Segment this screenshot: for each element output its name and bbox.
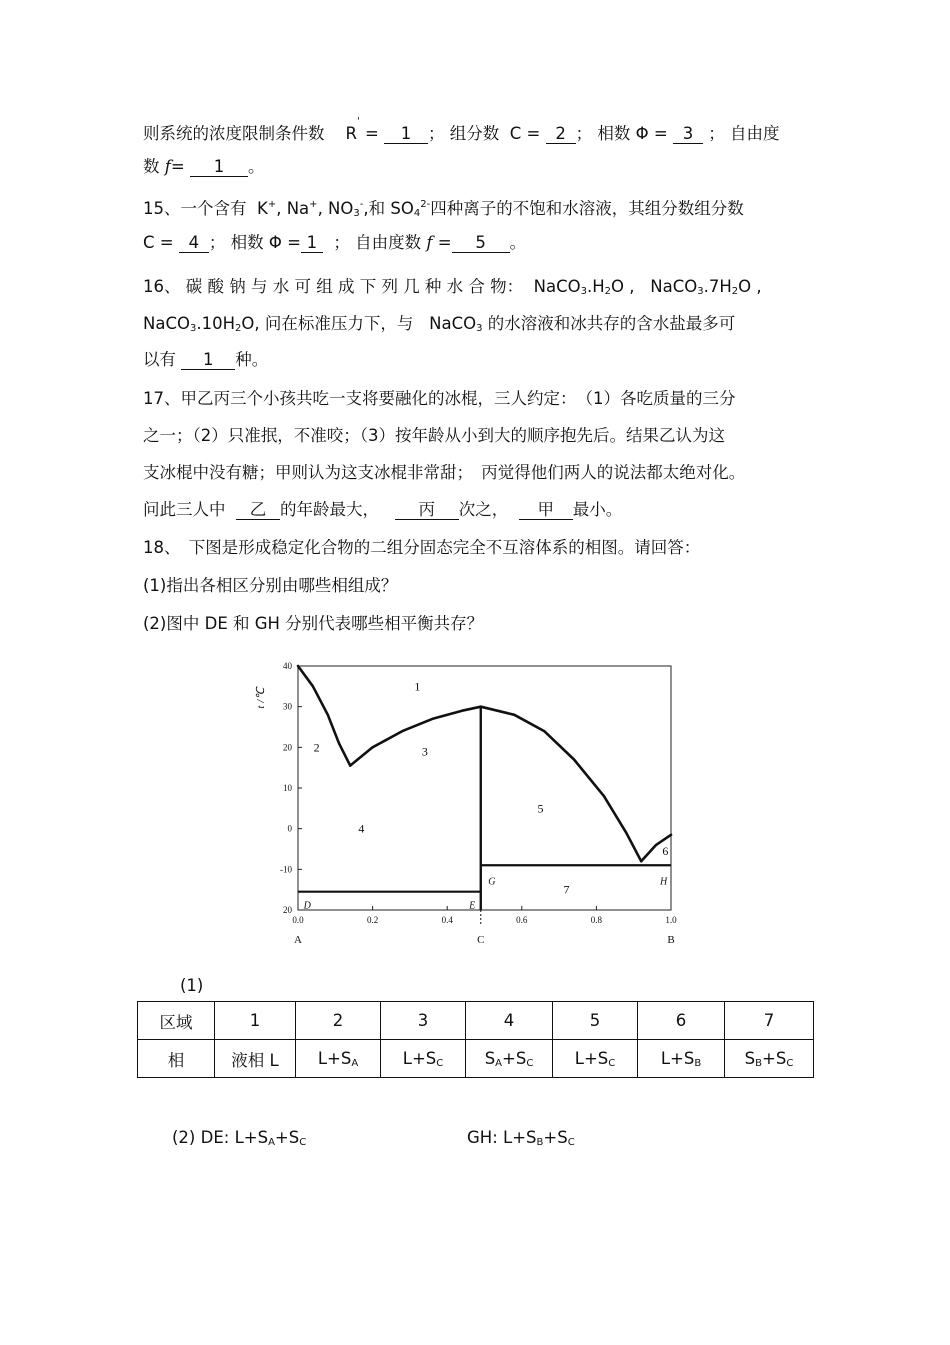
q14-line2: 数 f= 1 。 (143, 157, 265, 176)
region-label: 7 (563, 882, 570, 897)
table-cell: $L+S_A$ (296, 1040, 381, 1078)
region-labels (314, 679, 669, 896)
q15-c-answer: 4 (179, 234, 209, 253)
liquidus-c-right-curve (481, 707, 641, 862)
phi-answer: 3 (673, 125, 703, 144)
x-ticks (292, 906, 677, 925)
y-ticks (280, 661, 302, 915)
y-tick-label: 0 (287, 823, 292, 834)
table-cell: 4 (466, 1002, 553, 1040)
region-label: 4 (358, 821, 365, 836)
table-cell: $L+S_B$ (638, 1040, 725, 1078)
table-row-regions (138, 1002, 814, 1040)
point-label: E (469, 900, 476, 912)
q17-line1: 17、甲乙丙三个小孩共吃一支将要融化的冰棍，三人约定： （1）各吃质量的三分 (143, 389, 736, 408)
answer-part2-gh: GH: $L+S_B+S_C$ (467, 1128, 575, 1148)
c-answer: 2 (546, 125, 576, 144)
phase-table (137, 1001, 814, 1078)
q17-line2: 之一；（2）只准抿，不准咬；（3）按年龄从小到大的顺序抱先后。结果乙认为这 (143, 426, 725, 445)
q16-line1: 16、 碳 酸 钠 与 水 可 组 成 下 列 几 种 水 合 物： $NaCO_3.H_2O$ , $NaCO_3.7H_2O$ , (143, 277, 762, 297)
table-cell: 液相 L (215, 1040, 296, 1078)
point-label: H (660, 876, 668, 888)
table-cell: 6 (638, 1002, 725, 1040)
table-header-region: 区域 (138, 1002, 215, 1040)
table-row-phases (138, 1040, 814, 1078)
table-cell: 1 (215, 1002, 296, 1040)
phase-curves (298, 666, 671, 924)
point-label: D (303, 900, 311, 912)
q18-sub1: (1)指出各相区分别由哪些相组成？ (143, 576, 398, 595)
region-label: 2 (313, 740, 320, 755)
q15-line1: 15、一个含有 K+, Na+, $NO_3^-$,和 $SO_4^{2-}$四种离子的不饱和水溶液，其组分数组分数 (143, 199, 744, 219)
region-label: 1 (414, 679, 421, 694)
q15-phi-answer: 1 (301, 234, 323, 253)
region-label: 3 (421, 744, 428, 759)
q17-answer-oldest: 乙 (236, 501, 280, 520)
y-tick-label: 30 (283, 701, 292, 712)
y-tick-label: 10 (283, 783, 292, 793)
composition-label: C (477, 934, 485, 946)
plot-frame (298, 666, 671, 910)
f-answer: 1 (190, 158, 248, 177)
table-cell: $S_B+S_C$ (725, 1040, 814, 1078)
x-tick-label: 0.6 (516, 915, 528, 925)
q17-answer-middle: 丙 (395, 501, 459, 520)
table-cell: $L+S_C$ (381, 1040, 466, 1078)
table-cell: 2 (296, 1002, 381, 1040)
composition-labels (294, 934, 675, 946)
q16-line2: $NaCO_3.10H_2O$, 问在标准压力下，与 NaCO$_3$ 的水溶液和冰共存的含水盐最多可 (143, 314, 736, 334)
x-tick-label: 0.4 (441, 915, 453, 925)
y-tick-label: 20 (283, 905, 292, 915)
q15-f-answer: 5 (452, 234, 510, 253)
q15-line2: C = 4 ； 相数 Φ = 1 ； 自由度数 f = 5 。 (143, 233, 527, 252)
y-tick-label: -10 (280, 864, 292, 875)
composition-label: B (667, 934, 675, 946)
liquidus-a-curve (298, 666, 350, 766)
q14-line1: 则系统的浓度限制条件数 R' = 1 ； 组分数 C = 2 ； 相数 Φ = 3 ； 自由度 (143, 116, 780, 143)
x-tick-label: 0.0 (292, 915, 304, 925)
y-tick-label: 40 (283, 661, 292, 671)
table-cell: 5 (553, 1002, 638, 1040)
y-axis-label: t /℃ (255, 687, 267, 709)
composition-label: A (294, 934, 302, 946)
q17-answer-youngest: 甲 (519, 501, 573, 520)
q16-line3: 以有 1 种。 (143, 350, 269, 369)
answer-part1-label: (1) (180, 976, 204, 995)
region-label: 6 (662, 844, 669, 859)
liquidus-c-left-curve (350, 707, 481, 766)
q18-sub2: (2)图中 DE 和 GH 分别代表哪些相平衡共存？ (143, 614, 484, 633)
y-tick-label: 20 (283, 742, 292, 753)
table-header-phase: 相 (138, 1040, 215, 1078)
table-cell: $L+S_C$ (553, 1040, 638, 1078)
point-label: G (488, 876, 496, 888)
table-cell: 7 (725, 1002, 814, 1040)
region-label: 5 (537, 801, 544, 816)
x-tick-label: 1.0 (665, 915, 677, 925)
point-labels (303, 877, 668, 912)
q17-line4: 问此三人中 乙 的年龄最大， 丙 次之， 甲 最小。 (143, 500, 623, 519)
x-tick-label: 0.2 (366, 915, 379, 925)
q16-answer: 1 (181, 351, 235, 370)
q17-line3: 支冰棍中没有糖；甲则认为这支冰棍非常甜； 丙觉得他们两人的说法都太绝对化。 (143, 463, 746, 482)
table-cell: $S_A+S_C$ (466, 1040, 553, 1078)
q18-line1: 18、 下图是形成稳定化合物的二组分固态完全不互溶体系的相图。请回答： (143, 538, 701, 557)
x-tick-label: 0.8 (590, 915, 603, 925)
phase-diagram (250, 650, 690, 950)
y-axis-label-group (255, 686, 267, 709)
table-cell: 3 (381, 1002, 466, 1040)
answer-part2-de: (2) DE: $L+S_A+S_C$ (172, 1128, 307, 1148)
r-answer: 1 (384, 125, 428, 144)
